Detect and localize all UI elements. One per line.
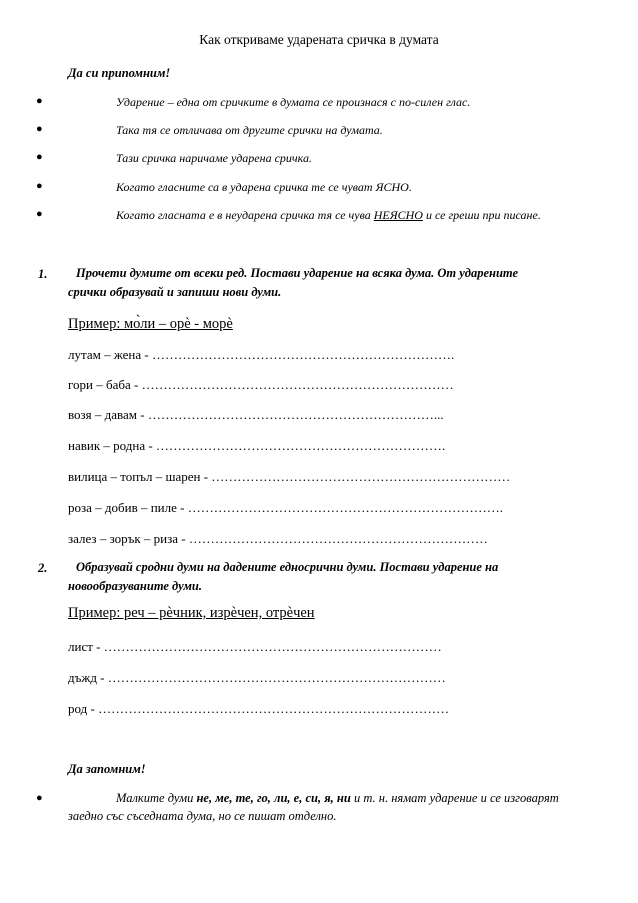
bullet-text-5: [116, 208, 541, 223]
remember-heading: Да си припомним!: [68, 66, 171, 80]
note-bold-words: не, ме, те, го, ли, е, си, я, ни: [196, 791, 351, 805]
task2-number: 2.: [38, 561, 48, 575]
task1-line: вилица – топъл – шарен - ……………………………………………………………: [68, 469, 511, 484]
task1-line: гори – баба - ………………………………………………………………: [68, 377, 454, 392]
note-line2: заедно със съседната дума, но се пишат отделно.: [68, 809, 337, 823]
task1-line2: срички образувай и запиши нови думи.: [68, 285, 282, 299]
task1-line: возя – давам - …………………………………………………………...: [68, 407, 444, 422]
task2-line1: Образувай сродни думи на дадените едносрични думи. Постави ударение на: [76, 560, 499, 574]
task2-line: лист - ……………………………………………………………………: [68, 639, 442, 654]
task1-line1: Прочети думите от всеки ред. Постави ударение на всяка дума. От ударените: [76, 266, 519, 280]
bullet-icon: ●: [36, 208, 43, 220]
note-line1: [116, 791, 559, 806]
bullet-text-4: Когато гласните са в ударена сричка те се чуват ЯСНО.: [116, 180, 412, 194]
task1-number: 1.: [38, 267, 48, 281]
task2-line: дъжд - ……………………………………………………………………: [68, 670, 446, 685]
bullet5-after: и се греши при писане.: [422, 208, 541, 222]
page-title: Как откриваме ударената сричка в думата: [199, 32, 439, 47]
bullet-icon: ●: [36, 123, 43, 135]
task2-line: род - ………………………………………………………………………: [68, 701, 450, 716]
bullet-icon: ●: [36, 792, 43, 804]
task1-line: навик – родна - ………………………………………………………….: [68, 438, 446, 453]
task2-example: Пример: реч – рѐчник, изрѐчен, отрѐчен: [68, 605, 315, 621]
note-after: и т. н. нямат ударение и се изговарят: [350, 791, 559, 805]
task1-line: залез – зорък – риза - ……………………………………………………………: [68, 531, 488, 546]
bullet-text-1: Ударение – една от сричките в думата се произнася с по-силен глас.: [116, 95, 471, 109]
task2-line2: новообразуваните думи.: [68, 579, 202, 593]
bullet-icon: ●: [36, 95, 43, 107]
bullet-text-2: Така тя се отличава от другите срички на думата.: [116, 123, 383, 137]
bullet5-underlined: НЕЯСНО: [373, 208, 423, 222]
bullet5-before: Когато гласната е в неударена сричка тя се чува: [116, 208, 374, 222]
bullet-text-3: Тази сричка наричаме ударена сричка.: [116, 151, 312, 165]
memorize-heading: Да запомним!: [68, 762, 146, 776]
bullet-icon: ●: [36, 151, 43, 163]
task1-line: лутам – жена - …………………………………………………………….: [68, 347, 455, 362]
note-before: Малките думи: [116, 791, 197, 805]
task1-example: Пример: мо̀ли – орѐ - морѐ: [68, 316, 233, 332]
task1-line: роза – добив – пиле - ……………………………………………………………….: [68, 500, 503, 515]
bullet-icon: ●: [36, 180, 43, 192]
